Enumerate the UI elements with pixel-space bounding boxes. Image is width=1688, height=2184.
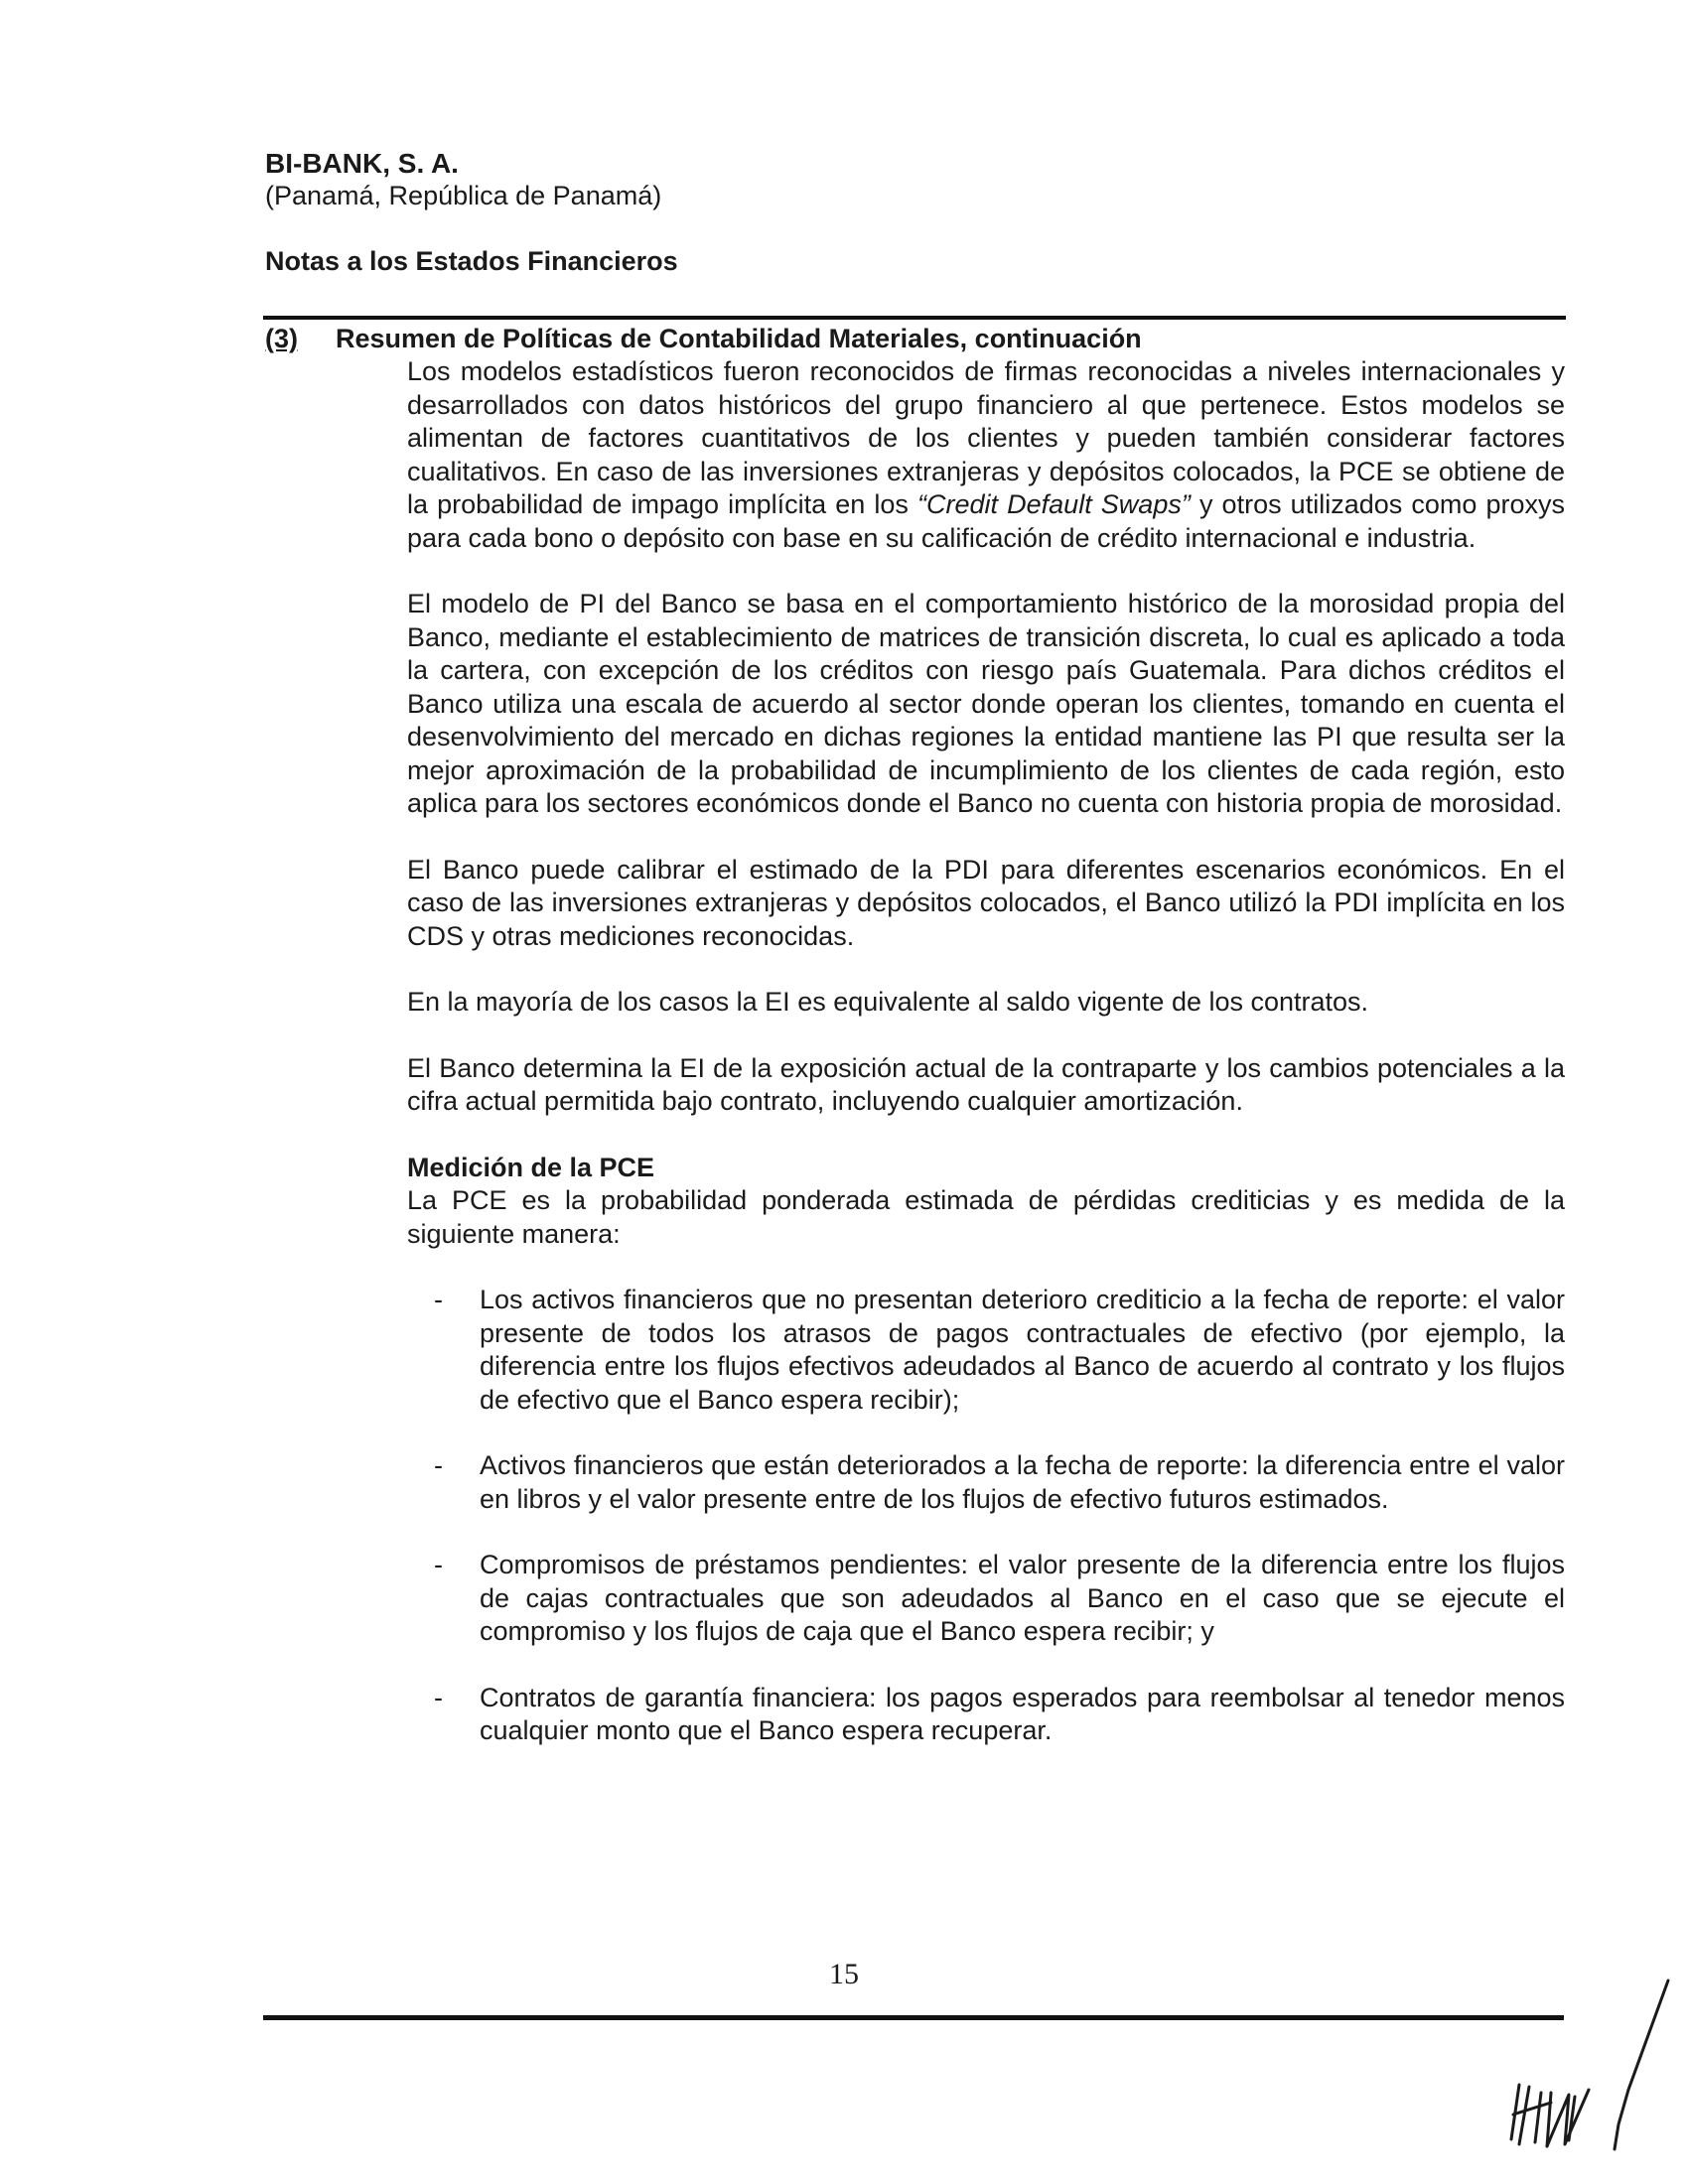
list-dash: - [434, 1682, 443, 1712]
paragraph-models-text-a: Los modelos estadísticos fueron reconocidos de firmas reconocidas a niveles internacionales y desarrollados con datos históricos del grupo financiero al que pertenece. Estos modelos se alimentan de factores cuantitativos de los clientes y pueden también considerar factores cualitativos. En caso de las inversiones extranjeras y depósitos colocados, la PCE se obtiene de la probabilidad de impago implícita en los [407, 356, 1565, 519]
paragraph-pi-model: El modelo de PI del Banco se basa en el comportamiento histórico de la morosidad propia del Banco, mediante el establecimiento de matrices de transición discreta, lo cual es aplicado a toda la cartera, con excepción de los créditos con riesgo país Guatemala. Para dichos créditos el Banco utiliza una escala de acuerdo al sector donde operan los clientes, tomando en cuenta el desenvolvimiento del mercado en dichas regiones la entidad mantiene las PI que resulta ser la mejor aproximación de la probabilidad de incumplimiento de los clientes de cada región, esto aplica para los sectores económicos donde el Banco no cuenta con historia propia de morosidad. [407, 589, 1565, 818]
list-dash: - [434, 1450, 443, 1480]
list-item [407, 1682, 1565, 1748]
paragraph-ei-determination: El Banco determina la EI de la exposición actual de la contraparte y los cambios potenciales a la cifra actual permitida bajo contrato, incluyendo cualquier amortización. [407, 1052, 1565, 1116]
footer-rule [263, 2015, 1564, 2020]
document-title: Notas a los Estados Financieros [265, 246, 678, 276]
paragraph-pdi: El Banco puede calibrar el estimado de la PDI para diferentes escenarios económicos. En el caso de las inversiones extranjeras y depósitos colocados, el Banco utilizó la PDI implícita en los CDS y otras mediciones reconocidas. [407, 854, 1565, 951]
credit-default-swaps-term: “Credit Default Swaps” [917, 489, 1191, 519]
section-body [407, 355, 1565, 1781]
list-item [407, 1549, 1565, 1649]
header-rule [263, 316, 1566, 320]
signature-initials [1489, 1976, 1678, 2164]
list-dash: - [434, 1550, 443, 1579]
list-item-text: Los activos financieros que no presentan deterioro crediticio a la fecha de reporte: el valor presente de todos los atrasos de pagos contractuales de efectivo (por ejemplo, la diferencia entre los flujos efectivos adeudados al Banco de acuerdo al contrato y los flujos de efectivo que el Banco espera recibir); [480, 1285, 1565, 1415]
section-title: Resumen de Políticas de Contabilidad Materiales, continuación [336, 324, 1142, 353]
list-item-text: Compromisos de préstamos pendientes: el valor presente de la diferencia entre los flujos de cajas contractuales que son adeudados al Banco en el caso que se ejecute el compromiso y los flujos de caja que el Banco espera recibir; y [480, 1550, 1565, 1646]
paragraph-models-text-b: y otros utilizados como proxys para cada bono o depósito con base en su calificación de crédito internacional e industria. [407, 489, 1566, 553]
page-number: 15 [829, 1958, 859, 1990]
list-item-text: Activos financieros que están deteriorados a la fecha de reporte: la diferencia entre el valor en libros y el valor presente entre de los flujos de efectivo futuros estimados. [480, 1450, 1565, 1514]
paragraph-models [407, 355, 1565, 555]
section-number: (3) [265, 324, 298, 353]
list-item [407, 1449, 1565, 1516]
company-location: (Panamá, República de Panamá) [265, 181, 662, 210]
pce-measurement-list [407, 1284, 1565, 1748]
paragraph-ei-equivalent: En la mayoría de los casos la EI es equivalente al saldo vigente de los contratos. [407, 987, 1369, 1017]
subheading-pce-measurement: Medición de la PCE [407, 1152, 655, 1182]
list-item [407, 1284, 1565, 1417]
paragraph-pce-definition: La PCE es la probabilidad ponderada estimada de pérdidas crediticias y es medida de la siguiente manera: [407, 1185, 1565, 1249]
company-name: BI-BANK, S. A. [265, 148, 459, 179]
list-item-text: Contratos de garantía financiera: los pagos esperados para reembolsar al tenedor menos cualquier monto que el Banco espera recuperar. [480, 1682, 1565, 1745]
list-dash: - [434, 1285, 443, 1314]
